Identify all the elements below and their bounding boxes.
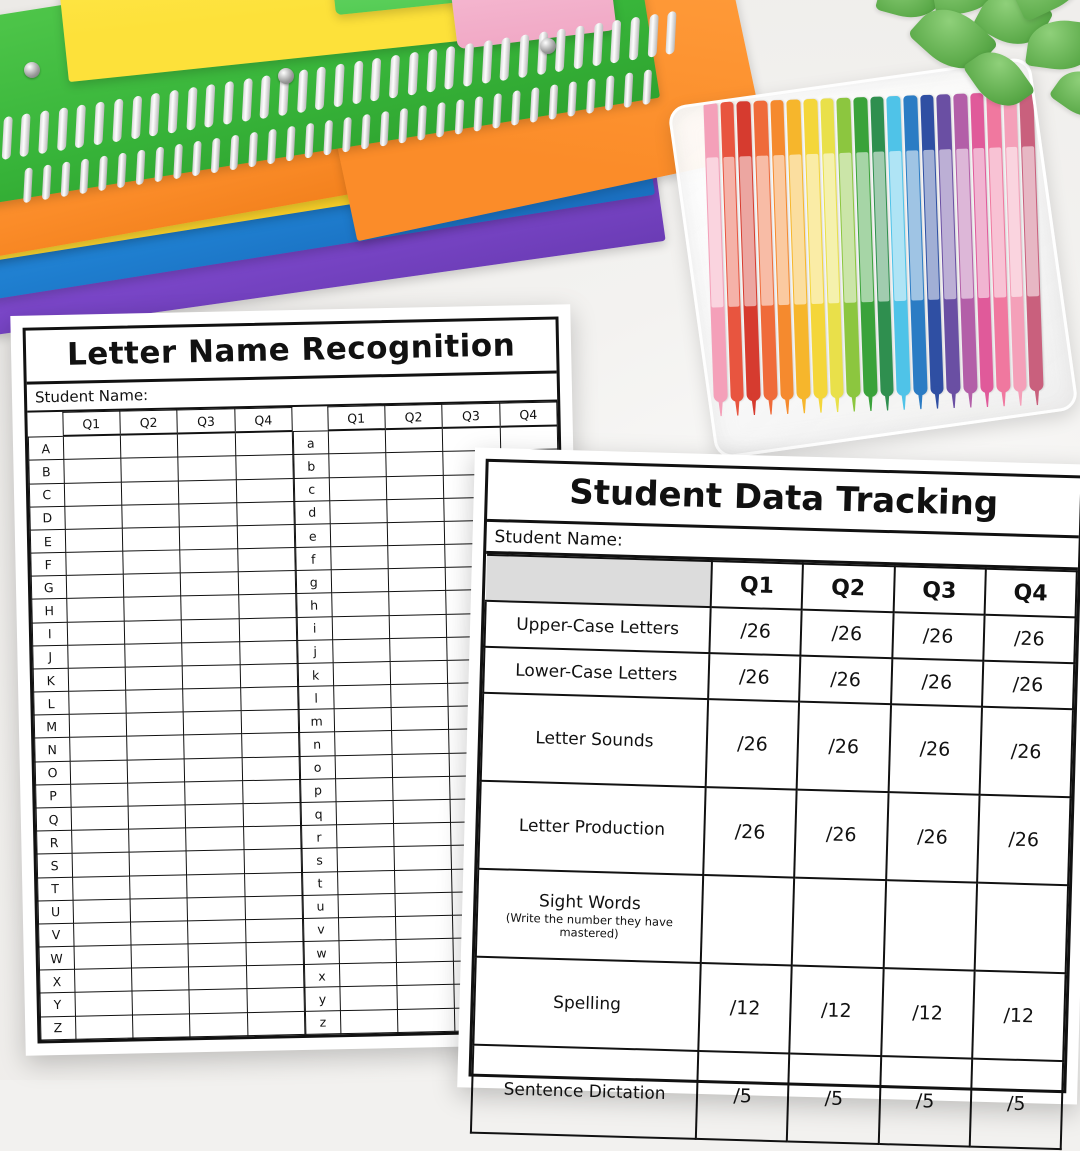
score-cell[interactable] xyxy=(128,828,186,852)
uppercase-letter: W xyxy=(39,946,74,970)
uppercase-letter: Y xyxy=(40,993,75,1017)
score-cell[interactable] xyxy=(390,637,448,661)
score-cell[interactable] xyxy=(64,482,122,506)
uppercase-letter: I xyxy=(32,622,67,646)
lowercase-letter: f xyxy=(296,547,331,571)
score-cell[interactable] xyxy=(389,614,447,638)
score-cell[interactable] xyxy=(63,459,121,483)
tracking-cell[interactable]: /26 xyxy=(892,612,984,661)
lowercase-letter: i xyxy=(297,616,332,640)
score-cell[interactable] xyxy=(70,783,128,807)
score-cell[interactable] xyxy=(397,985,455,1009)
lowercase-letter: c xyxy=(294,477,329,501)
table-row xyxy=(481,693,1073,797)
score-cell[interactable] xyxy=(338,940,396,964)
lowercase-letter: r xyxy=(302,825,337,849)
lowercase-letter: d xyxy=(295,501,330,525)
lowercase-letter: o xyxy=(300,755,335,779)
score-cell[interactable] xyxy=(132,990,190,1014)
tracking-cell[interactable]: /5 xyxy=(787,1053,881,1144)
uppercase-letter: T xyxy=(38,877,73,901)
uppercase-table xyxy=(27,407,305,1040)
score-cell[interactable] xyxy=(332,638,390,662)
uppercase-letter: J xyxy=(33,645,68,669)
tracking-row-label: Letter Sounds xyxy=(481,693,708,787)
lowercase-letter: g xyxy=(296,570,331,594)
score-cell[interactable] xyxy=(187,896,245,920)
lowercase-letter: j xyxy=(298,640,333,664)
score-cell[interactable] xyxy=(237,548,295,572)
score-cell[interactable] xyxy=(244,849,302,873)
tracking-cell[interactable]: /26 xyxy=(888,704,982,795)
score-cell[interactable] xyxy=(124,596,182,620)
score-cell[interactable] xyxy=(63,435,121,460)
score-cell[interactable] xyxy=(335,777,393,801)
score-cell[interactable] xyxy=(332,615,390,639)
score-cell[interactable] xyxy=(68,667,126,691)
score-cell[interactable] xyxy=(68,690,126,714)
score-cell[interactable] xyxy=(396,961,454,985)
lowercase-letter: v xyxy=(303,918,338,942)
tracking-cell[interactable] xyxy=(792,878,886,969)
tracking-cell[interactable]: /26 xyxy=(982,661,1074,710)
score-cell[interactable] xyxy=(330,546,388,570)
score-cell[interactable] xyxy=(74,991,132,1015)
table-row xyxy=(40,1011,304,1040)
score-cell[interactable] xyxy=(238,594,296,618)
score-cell[interactable] xyxy=(131,967,189,991)
score-cell[interactable] xyxy=(182,642,240,666)
binder-grommet-mid xyxy=(278,68,294,84)
score-cell[interactable] xyxy=(235,455,293,479)
score-cell[interactable] xyxy=(386,475,444,499)
score-cell[interactable] xyxy=(178,432,236,457)
tracking-cell[interactable]: /26 xyxy=(797,702,891,793)
score-cell[interactable] xyxy=(328,453,386,477)
tracking-row-label: Spelling xyxy=(473,957,700,1051)
score-cell[interactable] xyxy=(337,847,395,871)
tracking-cell[interactable]: /26 xyxy=(709,607,801,656)
score-cell[interactable] xyxy=(121,457,179,481)
score-cell[interactable] xyxy=(189,989,247,1013)
uppercase-header-q3: Q3 xyxy=(177,409,235,434)
score-cell[interactable] xyxy=(388,568,446,592)
score-cell[interactable] xyxy=(393,799,451,823)
tracking-cell[interactable] xyxy=(974,883,1068,974)
score-cell[interactable] xyxy=(132,1013,190,1038)
score-cell[interactable] xyxy=(67,621,125,645)
score-cell[interactable] xyxy=(339,963,397,987)
score-cell[interactable] xyxy=(238,571,296,595)
lowercase-header-q4: Q4 xyxy=(499,402,557,427)
score-cell[interactable] xyxy=(395,892,453,916)
score-cell[interactable] xyxy=(73,899,131,923)
tracking-cell[interactable]: /5 xyxy=(969,1059,1063,1150)
uppercase-letter: K xyxy=(33,668,68,692)
lowercase-letter: h xyxy=(297,593,332,617)
score-cell[interactable] xyxy=(127,782,185,806)
score-cell[interactable] xyxy=(180,549,238,573)
score-cell[interactable] xyxy=(246,965,304,989)
lowercase-letter: u xyxy=(303,894,338,918)
score-cell[interactable] xyxy=(334,708,392,732)
lowercase-letter: t xyxy=(303,871,338,895)
score-cell[interactable] xyxy=(126,689,184,713)
score-cell[interactable] xyxy=(120,434,178,459)
score-cell[interactable] xyxy=(235,431,293,456)
uppercase-letter: S xyxy=(37,854,72,878)
score-cell[interactable] xyxy=(388,544,446,568)
uppercase-letter: U xyxy=(38,900,73,924)
uppercase-header-q4: Q4 xyxy=(234,408,292,433)
score-cell[interactable] xyxy=(240,687,298,711)
score-cell[interactable] xyxy=(239,617,297,641)
lowercase-letter: s xyxy=(302,848,337,872)
lowercase-header-q2: Q2 xyxy=(385,404,443,429)
letter-sheet-student-name-label: Student Name: xyxy=(27,374,557,413)
score-cell[interactable] xyxy=(123,573,181,597)
score-cell[interactable] xyxy=(386,452,444,476)
tracking-cell[interactable]: /12 xyxy=(972,971,1066,1062)
lowercase-letter: w xyxy=(304,941,339,965)
score-cell[interactable] xyxy=(394,869,452,893)
score-cell[interactable] xyxy=(189,966,247,990)
score-cell[interactable] xyxy=(74,945,132,969)
lowercase-letter: l xyxy=(299,686,334,710)
score-cell[interactable] xyxy=(178,456,236,480)
score-cell[interactable] xyxy=(331,592,389,616)
score-cell[interactable] xyxy=(183,688,241,712)
score-cell[interactable] xyxy=(239,640,297,664)
score-cell[interactable] xyxy=(245,895,303,919)
score-cell[interactable] xyxy=(243,802,301,826)
tracking-header-blank-cell xyxy=(486,555,712,607)
uppercase-letter: Z xyxy=(40,1016,75,1040)
score-cell[interactable] xyxy=(183,711,241,735)
score-cell[interactable] xyxy=(67,644,125,668)
uppercase-letter: X xyxy=(40,969,75,993)
lowercase-letter: e xyxy=(295,524,330,548)
score-cell[interactable] xyxy=(73,922,131,946)
score-cell[interactable] xyxy=(123,550,181,574)
score-cell[interactable] xyxy=(75,1015,133,1040)
score-cell[interactable] xyxy=(66,598,124,622)
binder-grommet-right xyxy=(540,38,556,54)
score-cell[interactable] xyxy=(395,915,453,939)
score-cell[interactable] xyxy=(69,713,127,737)
score-cell[interactable] xyxy=(247,1011,305,1036)
uppercase-letter: H xyxy=(32,599,67,623)
uppercase-letter: G xyxy=(31,576,66,600)
score-cell[interactable] xyxy=(390,683,448,707)
lowercase-letter: x xyxy=(304,964,339,988)
score-cell[interactable] xyxy=(391,707,449,731)
score-cell[interactable] xyxy=(122,527,180,551)
score-cell[interactable] xyxy=(242,756,300,780)
score-cell[interactable] xyxy=(122,504,180,528)
score-cell[interactable] xyxy=(72,852,130,876)
tracking-header-q4: Q4 xyxy=(984,569,1076,618)
score-cell[interactable] xyxy=(74,968,132,992)
uppercase-letter: O xyxy=(35,761,70,785)
tracking-row-label: Sentence Dictation xyxy=(471,1045,698,1139)
score-cell[interactable] xyxy=(190,1012,248,1037)
score-cell[interactable] xyxy=(65,528,123,552)
lowercase-letter: q xyxy=(301,802,336,826)
tracking-cell[interactable]: /26 xyxy=(979,707,1073,798)
uppercase-letter: L xyxy=(34,691,69,715)
tracking-table xyxy=(470,554,1078,1150)
uppercase-letter: V xyxy=(39,923,74,947)
uppercase-letter: F xyxy=(31,552,66,576)
plant xyxy=(860,0,1080,150)
score-cell[interactable] xyxy=(185,804,243,828)
score-cell[interactable] xyxy=(390,660,448,684)
score-cell[interactable] xyxy=(247,988,305,1012)
uppercase-letter: N xyxy=(35,738,70,762)
tracking-cell[interactable]: /26 xyxy=(886,792,980,883)
score-cell[interactable] xyxy=(179,503,237,527)
score-cell[interactable] xyxy=(336,824,394,848)
score-cell[interactable] xyxy=(236,501,294,525)
score-cell[interactable] xyxy=(328,429,386,454)
uppercase-letter: M xyxy=(34,715,69,739)
score-cell[interactable] xyxy=(186,827,244,851)
score-cell[interactable] xyxy=(338,916,396,940)
score-cell[interactable] xyxy=(337,870,395,894)
score-cell[interactable] xyxy=(184,734,242,758)
score-cell[interactable] xyxy=(337,893,395,917)
lowercase-letter: z xyxy=(305,1010,340,1034)
score-cell[interactable] xyxy=(387,521,445,545)
tracking-row-label: Letter Production xyxy=(478,781,705,875)
score-cell[interactable] xyxy=(333,685,391,709)
binder-grommet-left xyxy=(24,62,40,78)
score-cell[interactable] xyxy=(71,829,129,853)
score-cell[interactable] xyxy=(335,754,393,778)
score-cell[interactable] xyxy=(500,426,558,451)
score-cell[interactable] xyxy=(72,876,130,900)
score-cell[interactable] xyxy=(127,759,185,783)
tracking-cell[interactable] xyxy=(701,875,795,966)
uppercase-letter: C xyxy=(29,483,64,507)
score-cell[interactable] xyxy=(236,478,294,502)
score-cell[interactable] xyxy=(392,776,450,800)
score-cell[interactable] xyxy=(188,920,246,944)
score-cell[interactable] xyxy=(330,523,388,547)
score-cell[interactable] xyxy=(397,1008,455,1033)
table-row xyxy=(471,1045,1063,1149)
score-cell[interactable] xyxy=(333,662,391,686)
tracking-cell[interactable]: /26 xyxy=(983,615,1075,664)
tracking-student-name-label: Student Name: xyxy=(494,527,624,551)
score-cell[interactable] xyxy=(336,801,394,825)
tracking-cell[interactable]: /12 xyxy=(698,963,792,1054)
uppercase-letter: A xyxy=(28,436,63,460)
uppercase-letter: P xyxy=(36,784,71,808)
score-cell[interactable] xyxy=(66,574,124,598)
score-cell[interactable] xyxy=(64,505,122,529)
tracking-cell[interactable]: /5 xyxy=(878,1056,972,1147)
tracking-row-label-text: Sight Words xyxy=(538,891,641,914)
lowercase-letter: y xyxy=(305,987,340,1011)
tracking-cell[interactable]: /26 xyxy=(794,790,888,881)
tracking-cell[interactable]: /26 xyxy=(977,795,1071,886)
score-cell[interactable] xyxy=(331,569,389,593)
uppercase-letter: E xyxy=(30,529,65,553)
score-cell[interactable] xyxy=(188,943,246,967)
score-cell[interactable] xyxy=(329,476,387,500)
score-cell[interactable] xyxy=(128,805,186,829)
tracking-cell[interactable]: /26 xyxy=(706,699,800,790)
table-row xyxy=(476,869,1068,973)
score-cell[interactable] xyxy=(180,572,238,596)
tracking-row-label-sight-words xyxy=(476,869,703,963)
uppercase-letter: Q xyxy=(36,807,71,831)
tracking-cell[interactable]: /26 xyxy=(799,656,891,705)
score-cell[interactable] xyxy=(393,822,451,846)
tracking-cell[interactable]: /5 xyxy=(696,1051,790,1142)
uppercase-letter: D xyxy=(30,506,65,530)
score-cell[interactable] xyxy=(245,918,303,942)
score-cell[interactable] xyxy=(71,806,129,830)
score-cell[interactable] xyxy=(394,846,452,870)
tracking-cell[interactable]: /26 xyxy=(801,610,893,659)
uppercase-corner-cell xyxy=(28,412,63,436)
score-cell[interactable] xyxy=(187,873,245,897)
uppercase-letter: B xyxy=(29,460,64,484)
tracking-row-label-note: (Write the number they have mastered) xyxy=(505,910,674,941)
score-cell[interactable] xyxy=(181,618,239,642)
tracking-sheet-frame xyxy=(468,459,1080,1116)
lowercase-letter: b xyxy=(294,454,329,478)
score-cell[interactable] xyxy=(65,551,123,575)
lowercase-letter: m xyxy=(299,709,334,733)
score-cell[interactable] xyxy=(126,712,184,736)
score-cell[interactable] xyxy=(130,921,188,945)
score-cell[interactable] xyxy=(340,1009,398,1034)
score-cell[interactable] xyxy=(334,731,392,755)
tracking-cell[interactable] xyxy=(883,880,977,971)
tracking-row-label: Lower-Case Letters xyxy=(483,647,709,699)
tracking-header-q2: Q2 xyxy=(802,564,894,613)
score-cell[interactable] xyxy=(181,595,239,619)
score-cell[interactable] xyxy=(240,663,298,687)
uppercase-letter: R xyxy=(37,830,72,854)
tracking-cell[interactable]: /26 xyxy=(703,787,797,878)
score-cell[interactable] xyxy=(185,781,243,805)
table-row xyxy=(473,957,1065,1061)
score-cell[interactable] xyxy=(387,498,445,522)
score-cell[interactable] xyxy=(125,643,183,667)
score-cell[interactable] xyxy=(131,944,189,968)
score-cell[interactable] xyxy=(121,481,179,505)
tracking-row-label: Upper-Case Letters xyxy=(484,601,710,653)
score-cell[interactable] xyxy=(244,872,302,896)
tracking-cell[interactable]: /12 xyxy=(881,968,975,1059)
score-cell[interactable] xyxy=(182,665,240,689)
student-data-tracking-sheet xyxy=(457,447,1080,1116)
tracking-header-q1: Q1 xyxy=(711,561,803,610)
tracking-cell[interactable]: /12 xyxy=(790,966,884,1057)
score-cell[interactable] xyxy=(70,760,128,784)
score-cell[interactable] xyxy=(339,986,397,1010)
score-cell[interactable] xyxy=(389,591,447,615)
score-cell[interactable] xyxy=(243,826,301,850)
table-row xyxy=(478,781,1070,885)
score-cell[interactable] xyxy=(180,526,238,550)
score-cell[interactable] xyxy=(129,851,187,875)
score-cell[interactable] xyxy=(69,737,127,761)
lowercase-letter: k xyxy=(298,663,333,687)
score-cell[interactable] xyxy=(125,666,183,690)
uppercase-header-q2: Q2 xyxy=(120,410,178,435)
lowercase-corner-cell xyxy=(293,407,328,431)
lowercase-letter: a xyxy=(293,431,328,455)
tracking-cell[interactable]: /26 xyxy=(891,658,983,707)
score-cell[interactable] xyxy=(246,941,304,965)
lowercase-header-q1: Q1 xyxy=(327,406,385,431)
score-cell[interactable] xyxy=(124,620,182,644)
score-cell[interactable] xyxy=(179,479,237,503)
letter-sheet-title: Letter Name Recognition xyxy=(26,320,557,385)
uppercase-header-q1: Q1 xyxy=(62,411,120,436)
score-cell[interactable] xyxy=(392,753,450,777)
score-cell[interactable] xyxy=(129,874,187,898)
score-cell[interactable] xyxy=(329,499,387,523)
score-cell[interactable] xyxy=(127,735,185,759)
lowercase-header-q3: Q3 xyxy=(442,403,500,428)
score-cell[interactable] xyxy=(186,850,244,874)
score-cell[interactable] xyxy=(130,898,188,922)
tracking-sheet-title: Student Data Tracking xyxy=(487,462,1080,539)
leaf xyxy=(1049,59,1080,128)
score-cell[interactable] xyxy=(241,733,299,757)
lowercase-letter: p xyxy=(301,779,336,803)
tracking-cell[interactable]: /26 xyxy=(708,653,800,702)
lowercase-letter: n xyxy=(300,732,335,756)
score-cell[interactable] xyxy=(237,524,295,548)
score-cell[interactable] xyxy=(242,779,300,803)
tracking-header-q3: Q3 xyxy=(893,566,985,615)
score-cell[interactable] xyxy=(385,428,443,453)
score-cell[interactable] xyxy=(396,938,454,962)
score-cell[interactable] xyxy=(184,757,242,781)
score-cell[interactable] xyxy=(241,710,299,734)
score-cell[interactable] xyxy=(391,730,449,754)
